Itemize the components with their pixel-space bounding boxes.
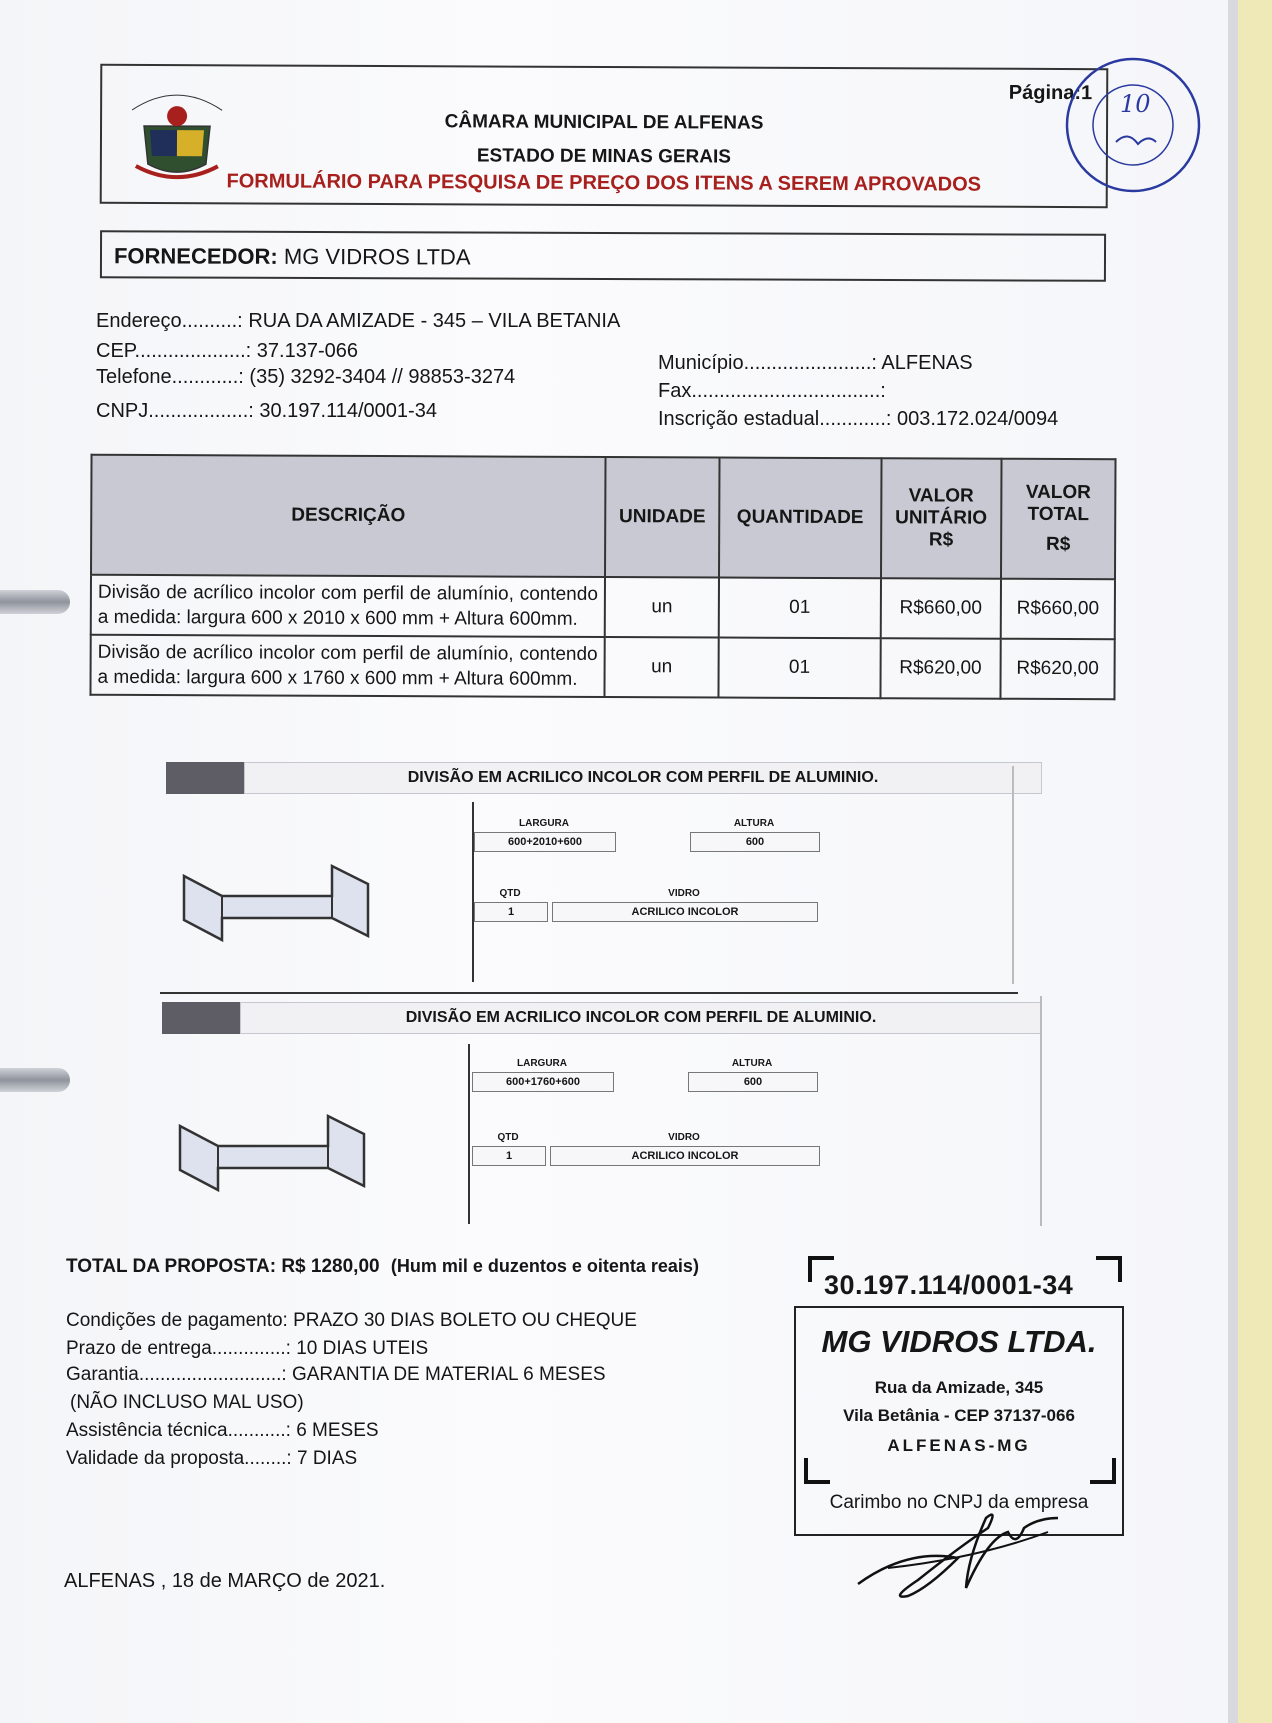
page-edge xyxy=(1228,0,1238,1723)
glass-field: ACRILICO INCOLOR xyxy=(550,1146,820,1166)
city-value: ALFENAS xyxy=(881,352,973,374)
page-label: Página: xyxy=(1008,81,1082,105)
col-unit: UNIDADE xyxy=(605,457,720,577)
form-header xyxy=(100,64,1109,208)
cnpj-row xyxy=(96,400,437,423)
chamber-round-stamp xyxy=(1058,50,1208,200)
row-quantity: 01 xyxy=(719,638,881,699)
payment-row xyxy=(66,1310,637,1332)
row-unit-value: R$620,00 xyxy=(880,638,1001,699)
row-unit: un xyxy=(604,637,718,697)
row-unit-value: R$660,00 xyxy=(880,578,1001,639)
stamp-corner xyxy=(804,1458,830,1484)
width-field: 600+1760+600 xyxy=(472,1072,614,1092)
phone-label: Telefone............: xyxy=(96,366,244,388)
width-field: 600+2010+600 xyxy=(474,832,616,852)
tech-support-value: 6 MESES xyxy=(296,1420,379,1441)
col-description: DESCRIÇÃO xyxy=(91,455,606,577)
drawing-title: DIVISÃO EM ACRILICO INCOLOR COM PERFIL DE ALUMINIO. xyxy=(244,762,1042,794)
cep-row xyxy=(96,340,358,363)
stamp-address-line2: Vila Betânia - CEP 37137-066 xyxy=(843,1406,1075,1425)
stamp-city: ALFENAS-MG xyxy=(887,1436,1031,1455)
divider-line xyxy=(468,1044,470,1224)
handwritten-signature xyxy=(848,1488,1068,1608)
drawing-panel-2 xyxy=(152,996,1042,1228)
height-field: 600 xyxy=(688,1072,818,1092)
col-unit-value-line2: UNITÁRIO xyxy=(895,507,988,529)
stamp-address-line1: Rua da Amizade, 345 xyxy=(874,1378,1044,1397)
state-registration-value: 003.172.024/0094 xyxy=(897,408,1059,430)
glass-label: VIDRO xyxy=(668,888,700,899)
address-value: RUA DA AMIZADE - 345 – VILA BETANIA xyxy=(248,310,621,332)
city-label: Município.......................: xyxy=(658,352,877,374)
row-description: Divisão de acrílico incolor com perfil de alumínio, contendo a medida: largura 600 x 2010 x 600 mm + Altura 600mm. xyxy=(91,575,605,637)
delivery-value: 10 DIAS UTEIS xyxy=(296,1338,429,1359)
color-swatch xyxy=(162,1002,240,1034)
stamp-company-name: MG VIDROS LTDA. xyxy=(821,1324,1097,1359)
header-subtitle: ESTADO DE MINAS GERAIS xyxy=(476,145,731,168)
fax-row xyxy=(658,380,886,403)
supplier-box xyxy=(100,230,1106,282)
address-label: Endereço..........: xyxy=(96,310,243,332)
binder-ring-bottom xyxy=(0,1068,70,1092)
row-description: Divisão de acrílico incolor com perfil de alumínio, contendo a medida: largura 600 x 1760 x 600 mm + Altura 600mm. xyxy=(90,635,604,697)
header-title: CÂMARA MUNICIPAL DE ALFENAS xyxy=(444,111,764,134)
drawing-title-bar xyxy=(152,996,1042,1034)
drawing-panel-1 xyxy=(152,756,1042,984)
delivery-label: Prazo de entrega..............: xyxy=(66,1338,291,1359)
cnpj-value: 30.197.114/0001-34 xyxy=(259,400,437,422)
stamp-caption: Carimbo no CNPJ da empresa xyxy=(829,1492,1089,1513)
table-row xyxy=(90,635,1114,699)
height-label: ALTURA xyxy=(731,1058,773,1069)
col-unit-value-line1: VALOR xyxy=(908,485,974,507)
cnpj-label: CNPJ..................: xyxy=(96,400,254,422)
binder-ring-top xyxy=(0,590,70,614)
stamp-number: 10 xyxy=(1120,90,1151,118)
qty-field: 1 xyxy=(474,902,548,922)
table-header-row xyxy=(91,455,1116,579)
col-total-value xyxy=(1001,459,1115,579)
validity-label: Validade da proposta........: xyxy=(66,1448,292,1469)
col-unit-value xyxy=(881,458,1002,579)
cep-value: 37.137-066 xyxy=(256,340,358,362)
width-label: LARGURA xyxy=(519,818,569,829)
items-table xyxy=(89,454,1116,700)
date-line: ALFENAS , 18 de MARÇO de 2021. xyxy=(64,1570,386,1592)
warranty-note: (NÃO INCLUSO MAL USO) xyxy=(70,1392,304,1413)
phone-row xyxy=(96,366,515,389)
row-total-value: R$660,00 xyxy=(1001,579,1115,639)
total-value: TOTAL DA PROPOSTA: R$ 1280,00 xyxy=(66,1256,380,1277)
validity-row xyxy=(66,1448,357,1470)
delivery-row xyxy=(66,1338,428,1360)
col-total-value-line3: R$ xyxy=(1045,533,1071,556)
col-total-value-line1: VALOR xyxy=(1025,481,1091,504)
qty-label: QTD xyxy=(499,888,521,899)
qty-label: QTD xyxy=(497,1132,519,1143)
height-field: 600 xyxy=(690,832,820,852)
drawing-title-bar xyxy=(152,756,1042,794)
divider-line xyxy=(1040,996,1042,1226)
proposal-total xyxy=(66,1256,699,1278)
warranty-label: Garantia...........................: xyxy=(66,1364,287,1385)
state-registration-label: Inscrição estadual............: xyxy=(658,408,892,430)
warranty-value: GARANTIA DE MATERIAL 6 MESES xyxy=(291,1364,606,1385)
stamp-corner xyxy=(1096,1256,1122,1282)
payment-label: Condições de pagamento: xyxy=(66,1310,288,1331)
divider-line xyxy=(1012,766,1014,984)
page-number: 1 xyxy=(1081,82,1093,105)
col-total-value-line2: TOTAL xyxy=(1027,503,1090,526)
row-unit: un xyxy=(605,577,719,637)
col-quantity: QUANTIDADE xyxy=(719,458,881,579)
total-in-words: (Hum mil e duzentos e oitenta reais) xyxy=(390,1256,699,1276)
table-row xyxy=(91,575,1115,639)
tech-support-label: Assistência técnica...........: xyxy=(66,1420,291,1441)
warranty-row xyxy=(66,1364,606,1386)
yellow-sheet-edge xyxy=(1238,0,1272,1723)
row-total-value: R$620,00 xyxy=(1001,639,1115,699)
stamp-cnpj: 30.197.114/0001-34 xyxy=(824,1270,1074,1300)
address-row xyxy=(96,310,620,333)
width-label: LARGURA xyxy=(517,1058,567,1069)
qty-field: 1 xyxy=(472,1146,546,1166)
section-divider xyxy=(160,992,1018,994)
company-cnpj-stamp xyxy=(794,1256,1124,1526)
supplier-label: FORNECEDOR: xyxy=(113,243,278,269)
partition-shape-icon xyxy=(182,856,402,946)
color-swatch xyxy=(166,762,244,794)
form-title: FORMULÁRIO PARA PESQUISA DE PREÇO DOS ITENS A SEREM APROVADOS xyxy=(226,170,982,196)
height-label: ALTURA xyxy=(733,818,775,829)
supplier-name: MG VIDROS LTDA xyxy=(283,243,471,270)
col-unit-value-line3: R$ xyxy=(928,529,954,551)
glass-label: VIDRO xyxy=(668,1132,700,1143)
row-quantity: 01 xyxy=(719,578,881,639)
stamp-corner xyxy=(1090,1458,1116,1484)
glass-field: ACRILICO INCOLOR xyxy=(552,902,818,922)
tech-support-row xyxy=(66,1420,379,1442)
payment-value: PRAZO 30 DIAS BOLETO OU CHEQUE xyxy=(293,1310,637,1331)
drawing-title: DIVISÃO EM ACRILICO INCOLOR COM PERFIL DE ALUMINIO. xyxy=(240,1002,1042,1034)
validity-value: 7 DIAS xyxy=(296,1448,358,1469)
state-registration-row xyxy=(658,408,1058,431)
city-row xyxy=(658,352,973,375)
cep-label: CEP....................: xyxy=(96,340,252,362)
fax-label: Fax..................................: xyxy=(658,380,886,402)
phone-value: (35) 3292-3404 // 98853-3274 xyxy=(249,366,516,388)
partition-shape-icon xyxy=(178,1106,398,1196)
